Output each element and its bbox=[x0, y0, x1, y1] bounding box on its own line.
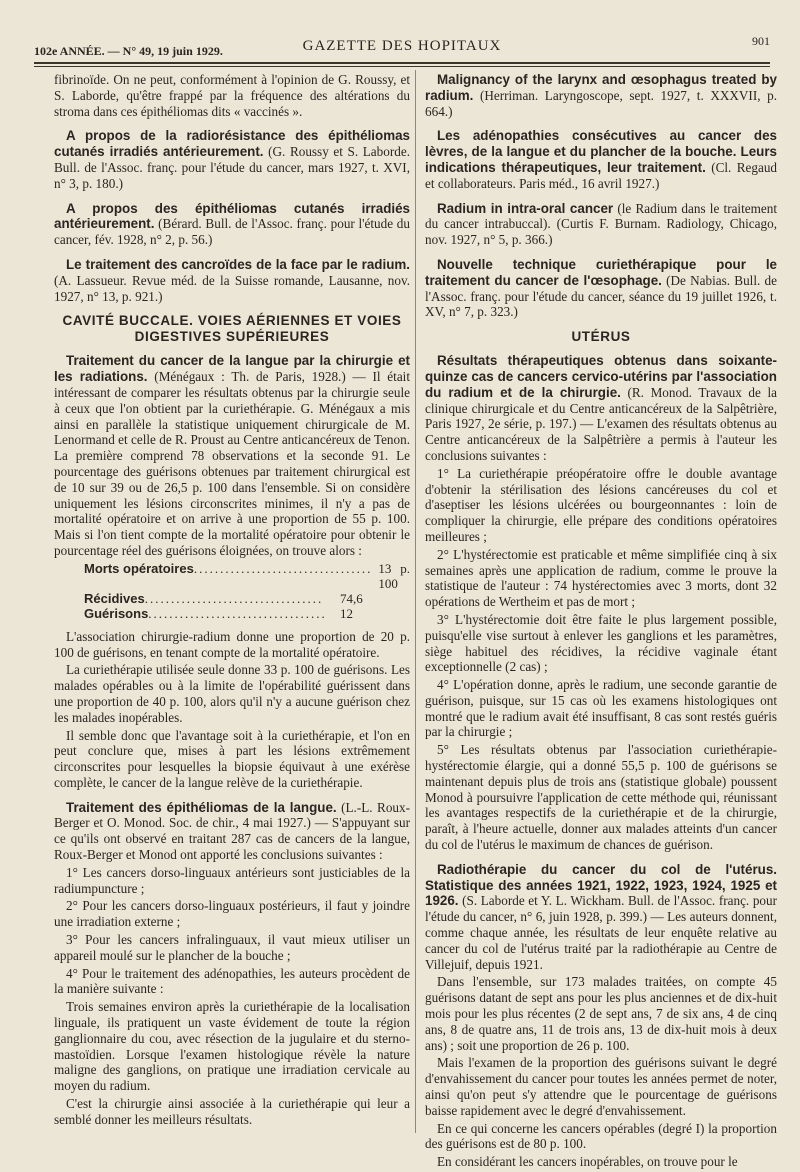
page-header bbox=[34, 34, 770, 62]
abstract-title: Malignancy of the larynx and œsophagus treated by radium. bbox=[425, 72, 777, 103]
left-column bbox=[54, 72, 410, 1130]
stat-label: Morts opératoires bbox=[84, 560, 194, 576]
header-rule-thin bbox=[34, 66, 770, 67]
list-item: 1° Les cancers dorso-linguaux antérieurs sont justiciables de la radiumpuncture ; bbox=[54, 864, 410, 896]
list-item: 2° Pour les cancers dorso-linguaux postérieurs, il faut y joindre une irradiation externe ; bbox=[54, 898, 410, 930]
stat-row: Morts opératoires.................................. 13 p. 100 bbox=[84, 560, 410, 591]
journal-title: GAZETTE DES HOPITAUX bbox=[302, 38, 502, 54]
abstract-citation: (G. Roussy et S. Laborde. Bull. de l'Assoc. franç. pour l'étude du cancer, mars 1927, t. XVI, n° 3, p. 180.) bbox=[54, 144, 410, 191]
body-paragraph: Dans l'ensemble, sur 173 malades traitées, on compte 45 guérisons datant de sept ans pour les plus anciennes et de dix-huit mois pour les plus récentes (2 de sept ans, 7 de six ans, 4 de cinq ans, 8 de quatre ans, 11 de trois ans, 13 de dix-huit mois à deux ans) ; soit une proportion de 26 p. 100. bbox=[425, 974, 777, 1053]
list-item: 5° Les résultats obtenus par l'association curiethérapie-hystérectomie élargie, qui a donné 55,5 p. 100 de guérisons se maintenant depuis plus de trois ans (statistique globale) poussent Monod à poursuivre l'application de cette méthode qui, réunissant les avantages respectifs de la curiethérapie et de la chirurgie, paraît, à l'heure actuelle, donner aux malades atteints d'un cancer du col de l'utérus le maximum de chances de guérison. bbox=[425, 742, 777, 853]
abstract-title: A propos des épithéliomas cutanés irradiés antérieurement. bbox=[54, 200, 410, 232]
abstract-title: Traitement des épithéliomas de la langue. bbox=[66, 799, 337, 815]
abstract-entry bbox=[425, 128, 777, 191]
abstract-entry bbox=[425, 353, 777, 464]
stat-label: Récidives bbox=[84, 590, 145, 606]
abstract-body: (S. Laborde et Y. L. Wickham. Bull. de l'Assoc. franç. pour l'étude du cancer, n° 6, juin 1928, p. 399.) — Les auteurs donnent, comme chaque année, les résultats de leur enquête relative au cancer du col de l'utérus traité par la radiothérapie au Centre de Villejuif, depuis 1921. bbox=[425, 893, 777, 972]
body-paragraph: Il semble donc que l'avantage soit à la curiethérapie, et l'on en peut conclure que, mises à part les lésions extrêmement circonscrites pour lesquelles la biopsie équivaut à une exérèse complète, le cancer de la langue relève de la curiethérapie. bbox=[54, 727, 410, 790]
abstract-title: Radiothérapie du cancer du col de l'utérus. Statistique des années 1921, 1922, 1923, 1924, 1925 et 1926. bbox=[425, 861, 777, 909]
abstract-entry bbox=[54, 201, 410, 248]
stat-row: Récidives.................................. 74,6 bbox=[84, 591, 410, 606]
abstract-citation: (Bérard. Bull. de l'Assoc. franç. pour l'étude du cancer, fév. 1928, n° 2, p. 56.) bbox=[54, 216, 410, 248]
abstract-citation: (le Radium dans le traitement du cancer intrabuccal). (Curtis F. Burnam. Radiology, Chicago, nov. 1927, n° 5, p. 366.) bbox=[425, 200, 777, 248]
list-item: 4° L'opération donne, après le radium, une seconde garantie de guérison, puisque, sur 15 cas où les examens histologiques ont montré que le radium avait été insuffisant, 8 cas sont restés guéris par la chirurgie ; bbox=[425, 677, 777, 740]
body-paragraph: En considérant les cancers inopérables, on trouve pour le bbox=[437, 1154, 738, 1170]
abstract-body: (Ménégaux : Th. de Paris, 1928.) — Il était intéressant de comparer les résultats obtenus par la chirurgie seule à ceux que l'on obtient par la curiethérapie. G. Ménégaux a mis ainsi en parallèle la statistique uniquement chirurgicale de M. Lenormand et celle de R. Proust au Centre anticancéreux de Tenon. La première comprend 78 observations et la seconde 91. Le pourcentage des guérisons obtenues par traitement chirurgical est de 10 sur 39 ou de 26,5 p. 100 dans l'ensemble. Si on considère uniquement les lésions circonscrites minimes, il n'y a pas de mortalité opératoire et on arrive à une proportion de 55 p. 100. Mais si l'on tient compte de la mortalité opératoire pour obtenir le pourcentage réel des guérisons éloignées, on trouve alors : bbox=[54, 369, 410, 558]
body-paragraph: Trois semaines environ après la curiethérapie de la localisation linguale, ils pratiquent un vaste évidement de toute la région ganglionnaire du cou, avec résection de la jugulaire et du sterno-mastoïdien. Lorsque l'examen histologique révèle la nature maligne des ganglions, on pratique une irradiation cervicale au moyen du radium. bbox=[54, 999, 410, 1094]
body-paragraph: La curiethérapie utilisée seule donne 33 p. 100 de guérisons. Les malades opérables ou à la limite de l'opérabilité guérissent dans une proportion de 40 p. 100, alors qu'il n'y a aucune guérison chez les malades inopérables. bbox=[54, 662, 410, 725]
abstract-entry bbox=[54, 128, 410, 191]
body-paragraph: C'est la chirurgie ainsi associée à la curiethérapie qui leur a semblé donner les meilleurs résultats. bbox=[54, 1096, 410, 1127]
abstract-entry bbox=[54, 353, 410, 558]
body-paragraph: Mais l'examen de la proportion des guérisons suivant le degré d'envahissement du cancer pour toutes les années permet de noter, ainsi qu'on peut s'y attendre que le pourcentage de guérisons baisse rapidement avec le degré d'envahissement. bbox=[425, 1055, 777, 1118]
abstract-entry bbox=[425, 862, 777, 973]
stat-value: 12 bbox=[340, 605, 353, 621]
body-paragraph: L'association chirurgie-radium donne une proportion de 20 p. 100 de guérisons, en tenant compte de la mortalité opératoire. bbox=[54, 628, 410, 660]
abstract-body: (R. Monod. Travaux de la clinique chirurgicale et du Centre anticancéreux de la Salpêtrière, Paris 1927, 2e série, p. 197.) — L'examen des résultats obtenus au Centre anticancéreux de la Salpêtrière a permis à l'auteur les conclusions suivantes : bbox=[425, 384, 777, 463]
abstract-title: Le traitement des cancroïdes de la face par le radium. bbox=[66, 256, 410, 272]
abstract-title: Radium in intra-oral cancer bbox=[437, 200, 614, 216]
list-item: 3° Pour les cancers infralinguaux, il vaut mieux utiliser un appareil moulé sur le plancher de la bouche ; bbox=[54, 932, 410, 963]
abstract-entry bbox=[54, 800, 410, 863]
abstract-title: A propos de la radiorésistance des épithéliomas cutanés irradiés antérieurement. bbox=[54, 128, 410, 160]
right-column bbox=[425, 72, 777, 1172]
issue-info: 102e ANNÉE. — N° 49, 19 juin 1929. bbox=[34, 44, 223, 58]
stat-label: Guérisons bbox=[84, 605, 149, 621]
stat-value: 74,6 bbox=[340, 590, 363, 606]
intro-paragraph: fibrinoïde. On ne peut, conformément à l'opinion de G. Roussy, et S. Laborde, qu'être frappé par la fréquence des altérations du stroma dans ces épithéliomas dits « vaccinés ». bbox=[54, 72, 410, 119]
abstract-body: (L.-L. Roux-Berger et O. Monod. Soc. de chir., 4 mai 1927.) — S'appuyant sur ce qu'ils ont observé en traitant 287 cas de cancers de la langue, Roux-Berger et Monod ont apporté les conclusions suivantes : bbox=[54, 799, 410, 863]
abstract-citation: (A. Lassueur. Revue méd. de la Suisse romande, Lausanne, nov. 1927, n° 13, p. 921.) bbox=[54, 272, 410, 304]
abstract-entry bbox=[425, 201, 777, 248]
list-item: 2° L'hystérectomie est praticable et même simplifiée cinq à six semaines après une application de radium, comme le prouve la statistique de l'auteur : 74 hystérectomies avec 3 morts, dont 32 opérations de Wertheim et pas de mort ; bbox=[425, 546, 777, 610]
abstract-citation: (Herriman. Laryngoscope, sept. 1927, t. XXXVII, p. 664.) bbox=[425, 87, 777, 119]
page-number: 901 bbox=[752, 34, 770, 48]
column-divider bbox=[415, 70, 416, 1133]
abstract-title: Traitement du cancer de la langue par la chirurgie et les radiations. bbox=[54, 353, 410, 385]
abstract-entry bbox=[425, 72, 777, 119]
stat-value: 13 p. 100 bbox=[378, 560, 410, 591]
section-heading-uterus: UTÉRUS bbox=[571, 329, 631, 345]
list-item: 3° L'hystérectomie doit être faite le plus largement possible, puisqu'elle vise surtout à enlever les ganglions et les paramètres, siège habituel des récidives, la récidive vaginale étant exceptionnelle (2 cas) ; bbox=[425, 611, 777, 675]
section-heading-oral: CAVITÉ BUCCALE. VOIES AÉRIENNES ET VOIES DIGESTIVES SUPÉRIEURES bbox=[62, 313, 402, 345]
statistics-table bbox=[84, 561, 410, 621]
abstract-title: Les adénopathies consécutives au cancer des lèvres, de la langue et du plancher de la bouche. Leurs indications thérapeutiques, leur traitement. bbox=[425, 128, 777, 175]
abstract-entry bbox=[425, 257, 777, 320]
abstract-title: Nouvelle technique curiethérapique pour le traitement du cancer de l'œsophage. bbox=[425, 256, 777, 288]
body-paragraph: En ce qui concerne les cancers opérables (degré I) la proportion des guérisons est de 80 p. 100. bbox=[425, 1120, 777, 1152]
stat-row: Guérisons.................................. 12 bbox=[84, 606, 410, 621]
list-item: 1° La curiethérapie préopératoire offre le double avantage d'obtenir la stérilisation des lésions cancéreuses du col et d'aseptiser les lésions ulcérées ou bourgeonnantes : loin de compliquer la chirurgie, elle prépare des conditions opératoires meilleures ; bbox=[425, 465, 777, 544]
abstract-title: Résultats thérapeutiques obtenus dans soixante-quinze cas de cancers cervico-utérins par l'association du radium et de la chirurgie. bbox=[425, 353, 777, 400]
abstract-entry bbox=[54, 257, 410, 304]
list-item: 4° Pour le traitement des adénopathies, les auteurs procèdent de la manière suivante : bbox=[54, 965, 410, 997]
header-rule bbox=[34, 62, 770, 64]
abstract-citation: (Cl. Regaud et collaborateurs. Paris méd., 16 avril 1927.) bbox=[425, 159, 778, 191]
abstract-citation: (De Nabias. Bull. de l'Assoc. franç. pour l'étude du cancer, séance du 19 juillet 1926, t. XV, n° 7, p. 323.) bbox=[425, 272, 777, 320]
